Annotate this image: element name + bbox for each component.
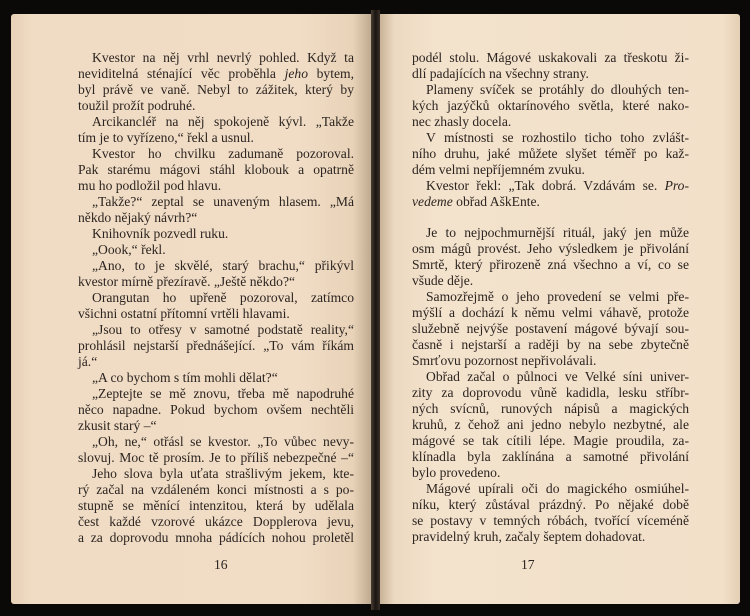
line-text: Je to nejpochmurnější rituál, jaký jen může: [426, 225, 689, 240]
line-text: „Ano, to je skvělé, starý brachu,“ přikývl: [92, 258, 354, 273]
line-text: „Oook,“ řekl.: [92, 242, 166, 257]
line-text: dlí padajících na všechny strany.: [412, 66, 589, 81]
text-line: [412, 337, 689, 353]
text-line: [412, 162, 689, 178]
line-text: všude děje.: [412, 273, 474, 288]
line-text: pravidelný kruh, začaly šeptem dohadovat.: [412, 529, 646, 544]
line-text: mu ho podložil pod hlavu.: [78, 178, 222, 193]
text-line: [92, 242, 354, 258]
italic-text: jeho: [284, 66, 308, 81]
text-line: [92, 50, 354, 66]
line-text: nec zhasly docela.: [412, 114, 512, 129]
line-text: bylo provedeno.: [412, 465, 501, 480]
line-text: klínadla byla zaklínána a samotné přivolání: [412, 449, 689, 464]
text-line: [78, 402, 354, 418]
text-line: [92, 434, 354, 450]
text-line: [78, 450, 354, 466]
line-text: Smrtě, který přirozeně zná všechno a ví, co se: [412, 257, 689, 272]
text-line: [426, 178, 689, 194]
line-text: neviditelná sténající věc proběhla: [78, 66, 285, 81]
line-text: někdo nějaký návrh?“: [78, 210, 198, 225]
line-text: zity za doprovodu vůně kadidla, lesku stříbr-: [412, 385, 689, 400]
line-text: Arcikancléř na něj spokojeně kývl. „Takže: [92, 114, 354, 129]
text-line: [92, 290, 354, 306]
text-line: [412, 465, 689, 481]
text-line: [78, 530, 354, 546]
text-line: [412, 497, 689, 513]
line-text: dém velmi nepříjemném zvuku.: [412, 162, 585, 177]
text-line: [92, 370, 354, 386]
line-text: obřad AškEnte.: [452, 194, 540, 209]
line-text: kruhů, z čehož ani jedno nebylo nezbytné, ale: [412, 417, 689, 432]
text-line: [412, 146, 689, 162]
text-line: [78, 418, 354, 434]
text-line: [412, 98, 689, 114]
line-text: se postavy v temných róbách, tvořící víceméně: [412, 513, 689, 528]
text-line: [78, 82, 354, 98]
line-text: rý začal na vzdáleném konci místnosti a s po-: [78, 482, 354, 497]
text-line: [78, 98, 354, 114]
line-text: níku, který zůstával prázdný. Po nějaké době: [412, 497, 689, 512]
line-text: Orangutan ho upřeně pozoroval, zatímco: [92, 290, 354, 305]
text-line: [78, 306, 354, 322]
text-line: [426, 225, 689, 241]
line-text: služebně nejvýše postavení mágové bývají sou-: [412, 321, 689, 336]
text-line: [78, 162, 354, 178]
line-text: „Zeptejte se mě znovu, třeba mě napodruhé: [92, 386, 354, 401]
page-number: 16: [214, 557, 228, 572]
line-text: Kvestor ho chvilku zadumaně pozoroval.: [92, 146, 354, 161]
italic-text: Pro-: [664, 178, 689, 193]
text-line: [412, 401, 689, 417]
line-text: ního druhu, jaké můžete slyšet téměř po kaž-: [412, 146, 689, 161]
line-text: Pak starému mágovi stáhl klobouk a opatrně: [78, 162, 354, 177]
line-text: a za doprovodu mnoha pádících nohou proletěl: [78, 530, 354, 545]
text-line: [412, 257, 689, 273]
line-text: prohlásil nejstarší přednášející. „To vám říkám: [78, 338, 354, 353]
line-text: podél stolu. Mágové uskakovali za třeskotu ži-: [412, 50, 689, 65]
line-text: Kvestor na něj vrhl nevrlý pohled. Když ta: [92, 50, 354, 65]
text-line: [412, 353, 689, 369]
text-line: [412, 66, 689, 82]
text-line: [412, 305, 689, 321]
text-line: [412, 241, 689, 257]
line-text: ných svícnů, runových nápisů a magických: [412, 401, 689, 416]
line-text: Plameny svíček se protáhly do dlouhých ten-: [426, 82, 689, 97]
line-text: Mágové upírali oči do magického osmiúhel-: [426, 481, 689, 496]
book-spine: [371, 10, 380, 610]
text-line: [412, 385, 689, 401]
text-line: [78, 498, 354, 514]
text-line: [412, 321, 689, 337]
line-text: slovuj. Moc tě prosím. Je to příliš nebezpečné –“: [78, 450, 354, 465]
text-line: [426, 481, 689, 497]
text-line: [78, 178, 354, 194]
text-line: [412, 529, 689, 545]
line-text: všichni ostatní přítomní vrtěli hlavami.: [78, 306, 290, 321]
text-line: [92, 226, 354, 242]
left-page: [11, 14, 371, 604]
line-text: tím je to vyřízeno,“ řekl a usnul.: [78, 130, 254, 145]
text-line: [78, 130, 354, 146]
text-line: [92, 146, 354, 162]
line-text: stupně se měnící intenzitou, která by udělala: [78, 498, 354, 513]
line-text: časně i nejstarší a raději by na sebe zbytečně: [412, 337, 689, 352]
line-text: zkusit starý –“: [78, 418, 157, 433]
text-line: [78, 354, 354, 370]
right-page: [380, 14, 740, 604]
text-line: [92, 258, 354, 274]
line-text: V místnosti se rozhostilo ticho toho zvlášt-: [426, 130, 689, 145]
line-text: bytem,: [308, 66, 354, 81]
text-line: [412, 194, 689, 210]
line-text: já.“: [78, 354, 98, 369]
line-text: „Takže?“ zeptal se unaveným hlasem. „Má: [92, 194, 354, 209]
text-line: [78, 338, 354, 354]
text-line: [412, 513, 689, 529]
text-line: [92, 322, 354, 338]
line-text: čest každé vzorové ukázce Dopplerova jevu,: [78, 514, 354, 529]
text-line: [78, 514, 354, 530]
line-text: Obřad začal o půlnoci ve Velké síni univer-: [426, 369, 689, 384]
line-text: mágové se tak cítili lépe. Magie proudila, za-: [412, 433, 689, 448]
line-text: Kvestor řekl: „Tak dobrá. Vzdávám se.: [426, 178, 665, 193]
text-line: [78, 210, 354, 226]
line-text: „Oh, ne,“ otřásl se kvestor. „To vůbec nevy-: [92, 434, 354, 449]
line-text: toužil prožít podruhé.: [78, 98, 196, 113]
page-number: 17: [521, 557, 535, 572]
line-text: „A co bychom s tím mohli dělat?“: [92, 370, 278, 385]
text-line: [92, 114, 354, 130]
italic-text: vedeme: [412, 194, 453, 209]
text-line: [92, 386, 354, 402]
text-line: [412, 433, 689, 449]
text-line: [412, 114, 689, 130]
text-line: [426, 369, 689, 385]
line-text: něco napadne. Pokud bychom ovšem nechtěli: [78, 402, 354, 417]
text-line: [412, 417, 689, 433]
line-text: byl právě ve vaně. Nebyl to zážitek, který by: [78, 82, 354, 97]
line-text: Samozřejmě o jeho provedení se velmi pře-: [426, 289, 689, 304]
text-line: [92, 466, 354, 482]
line-text: Jeho slova byla uťata strašlivým jekem, kte-: [92, 466, 354, 481]
text-line: [78, 274, 354, 290]
line-text: Knihovník pozvedl ruku.: [92, 226, 229, 241]
line-text: kvestor mírně přezíravě. „Ještě někdo?“: [78, 274, 296, 289]
text-line: [78, 66, 354, 82]
line-text: kých jazýčků oktarínového světla, které nako-: [412, 98, 689, 113]
text-line: [92, 194, 354, 210]
line-text: „Jsou to otřesy v samotné podstatě reality,“: [92, 322, 354, 337]
line-text: Smrťovu pozornost nepřivolávali.: [412, 353, 597, 368]
line-text: mýšlí a dochází k němu velmi váhavě, protože: [412, 305, 689, 320]
text-line: [412, 449, 689, 465]
text-line: [426, 130, 689, 146]
line-text: osm mágů provést. Jeho výsledkem je přivolání: [412, 241, 689, 256]
text-line: [412, 50, 689, 66]
text-line: [426, 82, 689, 98]
text-line: [426, 289, 689, 305]
text-line: [412, 273, 689, 289]
text-line: [78, 482, 354, 498]
